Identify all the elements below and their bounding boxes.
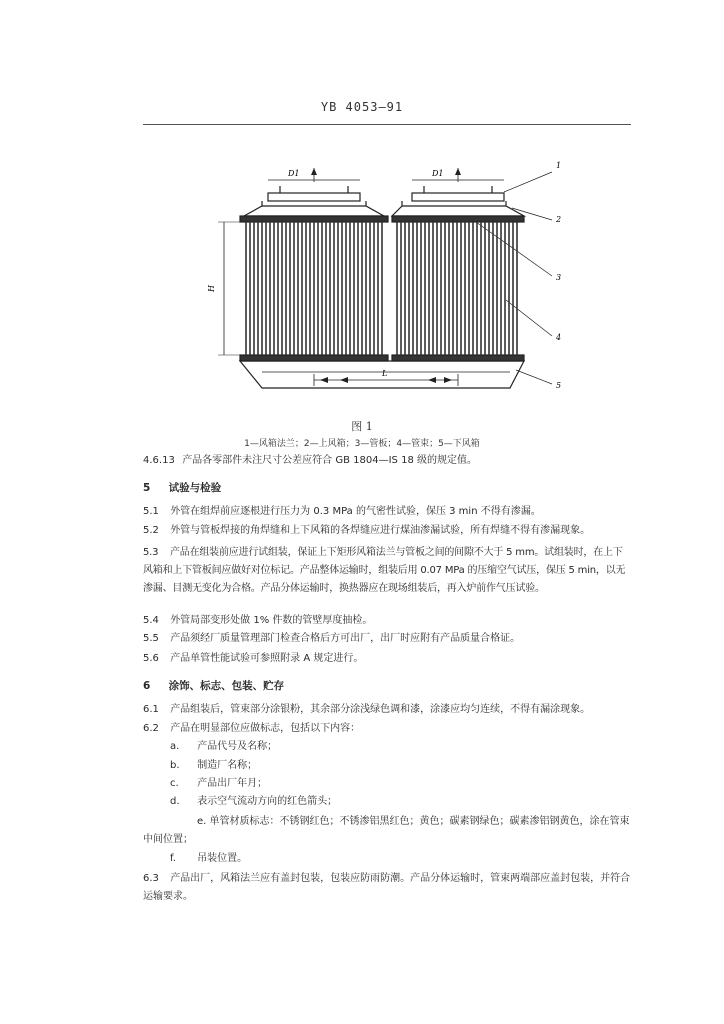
item-text: 产品出厂年月； xyxy=(197,778,268,789)
para-text: 外管与管板焊接的角焊缝和上下风箱的各焊缝应进行煤油渗漏试验，所有焊缝不得有渗漏现象。 xyxy=(170,525,591,536)
left-bottom-plate xyxy=(240,355,388,361)
para-number: 5.3 xyxy=(143,547,159,558)
para-number: 6.3 xyxy=(143,873,159,884)
item-marker: c. xyxy=(170,778,179,789)
para-number: 6.2 xyxy=(143,723,159,734)
para-number: 5.5 xyxy=(143,633,159,644)
item-text: 吊装位置。 xyxy=(197,853,248,864)
item-marker: d. xyxy=(170,796,180,807)
right-upper-windbox xyxy=(392,206,524,216)
para-5-2 xyxy=(143,524,631,538)
list-item-d xyxy=(170,795,630,809)
right-tube-bundle xyxy=(397,222,517,355)
list-item-c xyxy=(170,777,630,791)
callout-1: 1 xyxy=(556,161,562,170)
para-5-6 xyxy=(143,652,631,666)
left-flange xyxy=(268,193,360,201)
length-label: L xyxy=(382,369,388,378)
para-number: 5.2 xyxy=(143,525,159,536)
para-number: 5.1 xyxy=(143,506,159,517)
item-marker: a. xyxy=(170,741,180,752)
item-text: 产品代号及名称； xyxy=(197,741,278,752)
d1-label-right: D1 xyxy=(432,169,444,178)
section-5-heading xyxy=(143,481,631,495)
list-item-e xyxy=(143,813,631,849)
item-marker: b. xyxy=(170,760,180,771)
para-5-4 xyxy=(143,614,631,628)
list-item-b xyxy=(170,759,630,773)
para-5-5 xyxy=(143,632,631,646)
document-header: YB 4053—91 xyxy=(320,100,404,114)
callout-4: 4 xyxy=(556,333,562,342)
callout-5: 5 xyxy=(556,381,562,390)
left-tube-plate xyxy=(240,216,388,222)
para-6-1 xyxy=(143,703,631,717)
list-item-a xyxy=(170,740,630,754)
callout-3: 3 xyxy=(556,273,562,282)
left-tube-bundle xyxy=(246,222,382,355)
para-text: 产品须经厂质量管理部门检查合格后方可出厂，出厂时应附有产品质量合格证。 xyxy=(170,633,521,644)
para-text: 产品组装后，管束部分涂银粉，其余部分涂浅绿色调和漆，涂漆应均匀连续，不得有漏涂现象。 xyxy=(170,704,591,715)
para-text: 外管在组焊前应逐根进行压力为 0.3 MPa 的气密性试验，保压 3 min 不得有渗漏。 xyxy=(170,506,541,517)
para-text: 产品单管性能试验可参照附录 A 规定进行。 xyxy=(170,653,364,664)
para-text: 产品在明显部位应做标志，包括以下内容： xyxy=(170,723,361,734)
para-4-6-13 xyxy=(143,454,631,468)
figure-legend: 1—风箱法兰；2—上风箱；3—管板；4—管束；5—下风箱 xyxy=(244,439,480,449)
left-upper-windbox xyxy=(244,206,384,216)
item-marker: e. xyxy=(197,816,207,827)
list-item-f xyxy=(170,852,630,866)
para-6-2 xyxy=(143,722,631,736)
section-title: 试验与检验 xyxy=(168,482,222,494)
para-number: 6.1 xyxy=(143,704,159,715)
section-6-heading xyxy=(143,679,631,693)
para-text: 产品在组装前应进行试组装，保证上下矩形风箱法兰与管板之间的间隙不大于 5 mm。试组装时，在上下风箱和上下管板间应做好对位标记。产品整体运输时，组装后用 0.07 MPa 的压缩空气试压，保压 5 min，以无渗漏、目测无变化为合格。产品分体运输时，换热器应在现场组装后，再入炉前作气压试验。 xyxy=(143,547,626,594)
section-title: 涂饰、标志、包装、贮存 xyxy=(168,680,285,692)
item-marker: f. xyxy=(170,853,176,864)
section-number: 6 xyxy=(143,680,151,692)
para-text: 产品出厂，风箱法兰应有盖封包装，包装应防雨防潮。产品分体运输时，管束两端部应盖封包装，并符合运输要求。 xyxy=(143,873,631,902)
para-5-3 xyxy=(143,544,631,598)
right-bottom-plate xyxy=(392,355,524,361)
para-text: 外管局部变形处做 1% 件数的管壁厚度抽检。 xyxy=(170,615,373,626)
para-number: 4.6.13 xyxy=(143,455,175,466)
height-label: H xyxy=(207,285,216,292)
para-5-1 xyxy=(143,505,631,519)
para-text: 产品各零部件未注尺寸公差应符合 GB 1804—IS 18 级的规定值。 xyxy=(182,455,477,466)
item-text: 单管材质标志：不锈钢红色；不锈渗铝黑红色；黄色；碳素钢绿色；碳素渗铝钢黄色，涂在管束中间位置； xyxy=(143,816,630,845)
para-6-3 xyxy=(143,870,631,906)
right-flange xyxy=(412,193,504,201)
item-text: 制造厂名称； xyxy=(197,760,258,771)
d1-label-left: D1 xyxy=(288,169,300,178)
para-number: 5.6 xyxy=(143,653,159,664)
para-number: 5.4 xyxy=(143,615,159,626)
section-number: 5 xyxy=(143,482,151,494)
heat-exchanger-figure xyxy=(0,0,724,410)
right-tube-plate xyxy=(392,216,524,222)
item-text: 表示空气流动方向的红色箭头； xyxy=(197,796,338,807)
figure-title: 图 1 xyxy=(351,420,373,433)
callout-2: 2 xyxy=(556,215,562,224)
